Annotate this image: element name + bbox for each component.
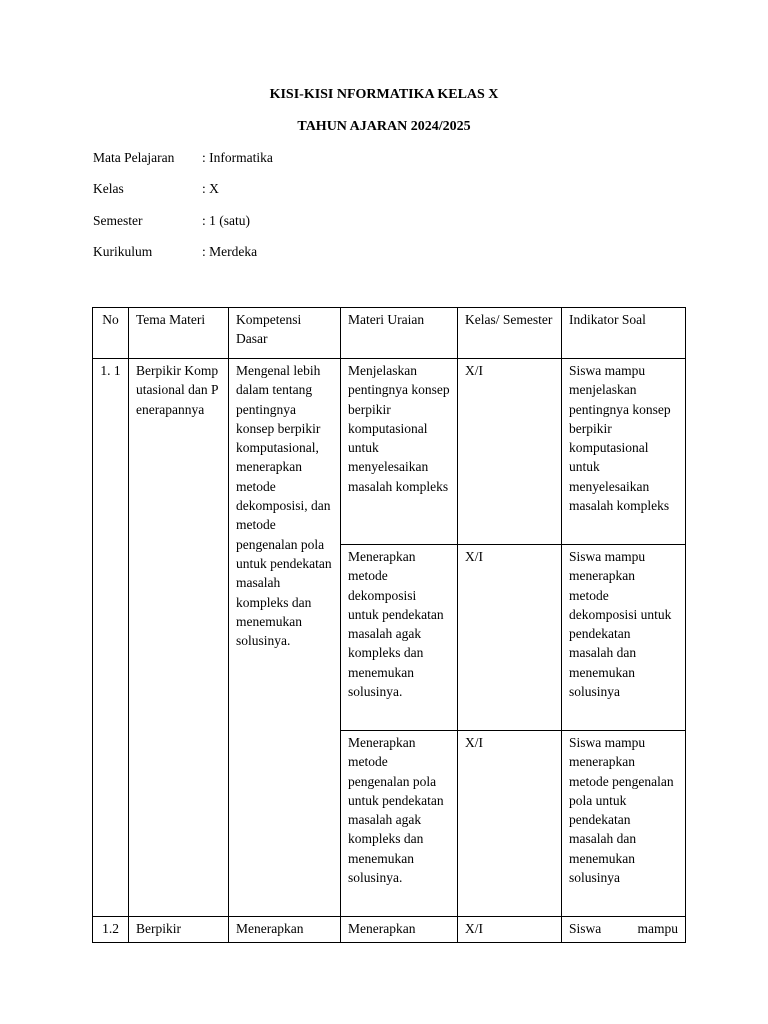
table-header-row xyxy=(93,308,686,359)
cell-materi-uraian: Menerapkan metode dekomposisi untuk pendekatan masalah agak kompleks dan menemukan solusinya. xyxy=(341,545,458,731)
header-kompetensi-dasar: Kompetensi Dasar xyxy=(229,308,341,359)
cell-indikator-soal-text: Siswa mampu xyxy=(569,921,678,936)
cell-materi-uraian: Menjelaskan pentingnya konsep berpikir komputasional untuk menyelesaikan masalah kompleks xyxy=(341,359,458,545)
header-no: No xyxy=(93,308,129,359)
cell-kelas-semester: X/I xyxy=(458,731,562,917)
document-title: KISI-KISI NFORMATIKA KELAS X xyxy=(269,87,499,102)
cell-kelas-semester: X/I xyxy=(458,917,562,943)
cell-tema-materi: Berpikir xyxy=(129,917,229,943)
cell-materi-uraian: Menerapkan xyxy=(341,917,458,943)
cell-no: 1. 1 xyxy=(93,359,129,917)
cell-indikator-soal xyxy=(562,917,686,943)
info-value-mata-pelajaran: : Informatika xyxy=(202,150,273,165)
document-subtitle: TAHUN AJARAN 2024/2025 xyxy=(297,119,471,134)
info-value-kurikulum: : Merdeka xyxy=(202,244,258,259)
cell-materi-uraian: Menerapkan metode pengenalan pola untuk pendekatan masalah agak kompleks dan menemukan solusinya. xyxy=(341,731,458,917)
info-label-mata-pelajaran: Mata Pelajaran xyxy=(93,150,175,165)
info-label-kelas: Kelas xyxy=(93,181,124,196)
cell-kelas-semester: X/I xyxy=(458,545,562,731)
cell-kompetensi-dasar: Menerapkan xyxy=(229,917,341,943)
header-kelas-semester: Kelas/ Semester xyxy=(458,308,562,359)
cell-no: 1.2 xyxy=(93,917,129,943)
cell-tema-materi: Berpikir Komputasional dan Penerapannya xyxy=(129,359,229,917)
cell-indikator-soal: Siswa mampu menerapkan metode dekomposisi untuk pendekatan masalah dan menemukan solusinya xyxy=(562,545,686,731)
info-label-semester: Semester xyxy=(93,213,143,228)
table-row xyxy=(93,359,686,545)
info-label-kurikulum: Kurikulum xyxy=(93,244,153,259)
cell-kompetensi-dasar: Mengenal lebih dalam tentang pentingnya konsep berpikir komputasional, menerapkan metode dekomposisi, dan metode pengenalan pola untuk pendekatan masalah kompleks dan menemukan solusinya. xyxy=(229,359,341,917)
header-tema-materi: Tema Materi xyxy=(129,308,229,359)
header-materi-uraian: Materi Uraian xyxy=(341,308,458,359)
table-row xyxy=(93,917,686,943)
cell-indikator-soal: Siswa mampu menerapkan metode pengenalan pola untuk pendekatan masalah dan menemukan solusinya xyxy=(562,731,686,917)
info-value-semester: : 1 (satu) xyxy=(202,213,250,228)
kisi-kisi-table xyxy=(92,307,686,943)
header-indikator-soal: Indikator Soal xyxy=(562,308,686,359)
info-value-kelas: : X xyxy=(202,181,219,196)
cell-indikator-soal: Siswa mampu menjelaskan pentingnya konsep berpikir komputasional untuk menyelesaikan masalah kompleks xyxy=(562,359,686,545)
cell-kelas-semester: X/I xyxy=(458,359,562,545)
